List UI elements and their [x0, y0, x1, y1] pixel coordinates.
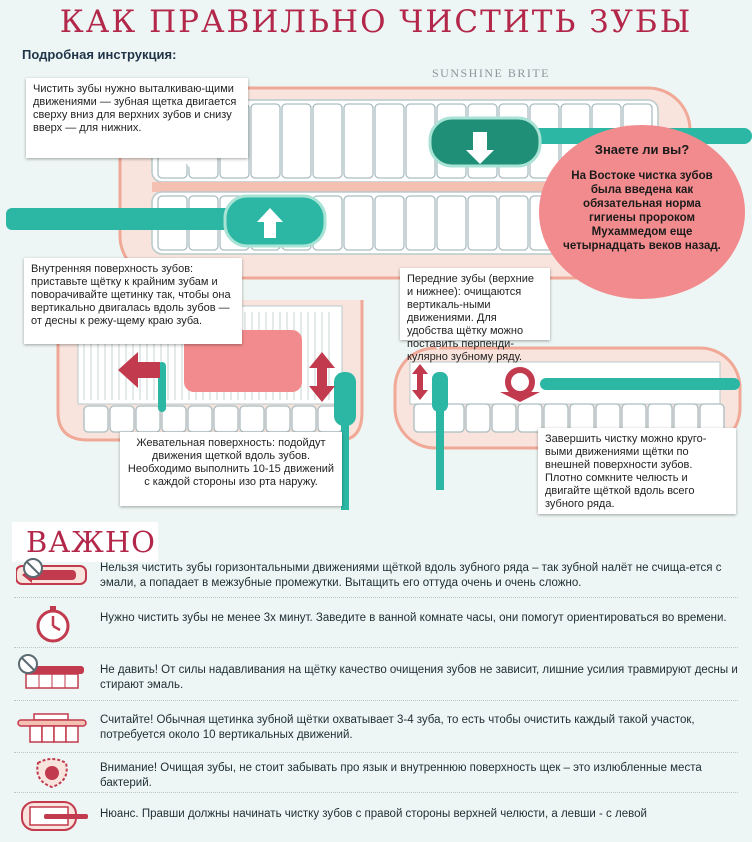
lower-tooth	[344, 196, 373, 250]
no-pressure-icon	[16, 654, 88, 690]
divider	[14, 647, 738, 648]
jaw-tooth	[110, 406, 134, 432]
did-you-know-title: Знаете ли вы?	[594, 142, 690, 157]
important-heading: ВАЖНО	[26, 525, 156, 559]
lower-tooth	[406, 196, 435, 250]
inner-surface-note: Внутренняя поверхность зубов: приставьте щётку к крайним зубам и поворачивайте щетинку так, чтобы она вертикально двигалась вдоль зубов — от десны к режу-щему краю зуба.	[24, 258, 242, 344]
page-title: КАК ПРАВИЛЬНО ЧИСТИТЬ ЗУБЫ	[59, 4, 693, 40]
handedness-icon	[16, 798, 88, 834]
lower-tooth	[499, 196, 528, 250]
lower-tooth	[437, 196, 466, 250]
did-you-know-badge	[539, 125, 745, 299]
upper-tooth	[251, 104, 280, 178]
upper-tooth	[313, 104, 342, 178]
brand-label: SUNSHINE BRITE	[432, 66, 551, 80]
tongue-icon	[34, 757, 70, 789]
jaw-tooth	[240, 406, 264, 432]
bristles-cover-teeth-icon	[16, 706, 88, 748]
lower-tooth	[468, 196, 497, 250]
jaw-tooth	[266, 406, 290, 432]
jaw-tooth	[136, 406, 160, 432]
upper-tooth	[375, 104, 404, 178]
jaw-tooth	[292, 406, 316, 432]
jaw-tooth	[188, 406, 212, 432]
lower-tooth	[375, 196, 404, 250]
did-you-know-text: На Востоке чистка зубов была введена как обязательная норма гигиены пророком Мухаммедом еще четырнадцать веков назад.	[563, 170, 721, 252]
upper-tooth	[282, 104, 311, 178]
jaw-tooth	[214, 406, 238, 432]
tip-text: Не давить! От силы надавливания на щётку качество очищения зубов не зависит, лишние усилия травмируют десны и стирают эмаль.	[100, 664, 738, 691]
upper-tooth	[344, 104, 373, 178]
divider	[14, 700, 738, 701]
tip-text: Внимание! Очищая зубы, не стоит забывать про язык и внутреннюю поверхность щек – это излюбленные места бактерий.	[100, 762, 702, 789]
tip-text: Нюанс. Правши должны начинать чистку зубов с правой стороны верхней челюсти, а левши - с левой	[100, 808, 647, 820]
tip-text: Считайте! Обычная щетинка зубной щётки охватывает 3-4 зуба, то есть чтобы очистить каждый такой участок, потребуется около 10 вертикальных движений.	[100, 714, 695, 741]
front-teeth-note: Передние зубы (верхние и нижнее): очищаются вертикаль-ными движениями. Для удобства щётку можно поставить перпенди-кулярно зубному ряду.	[400, 268, 550, 340]
tip-text: Нужно чистить зубы не менее 3х минут. Заведите в ванной комнате часы, они помогут ориентироваться во времени.	[100, 612, 727, 624]
jaw-tooth	[84, 406, 108, 432]
divider	[14, 597, 738, 598]
divider	[14, 792, 738, 793]
chewing-surface-note: Жевательная поверхность: подойдут движения щеткой вдоль зубов. Необходимо выполнить 10-15 движений с каждой стороны изо рта наружу.	[120, 432, 342, 506]
front-tooth	[466, 404, 490, 432]
divider	[14, 752, 738, 753]
front-tooth	[492, 404, 516, 432]
push-motion-note: Чистить зубы нужно выталкиваю-щими движениями — зубная щетка двигается сверху вниз для верхних зубов и снизу вверх — для нижних.	[26, 78, 248, 158]
page-subtitle: Подробная инструкция:	[22, 47, 177, 62]
finish-note: Завершить чистку можно круго-выми движениями щётки по внешней поверхности зубов. Плотно сомкните челюсть и двигайте щёткой вдоль всего зубного ряда.	[538, 428, 736, 514]
tip-text: Нельзя чистить зубы горизонтальными движениями щёткой вдоль зубного ряда – так зубной налёт не счища-ется с эмали, а попадает в межзубные промежутки. Вытащить его оттуда очень и очень сложно.	[100, 562, 722, 589]
jaw-tooth	[162, 406, 186, 432]
timer-icon	[33, 604, 73, 644]
no-horizontal-brushing-icon	[16, 556, 88, 592]
